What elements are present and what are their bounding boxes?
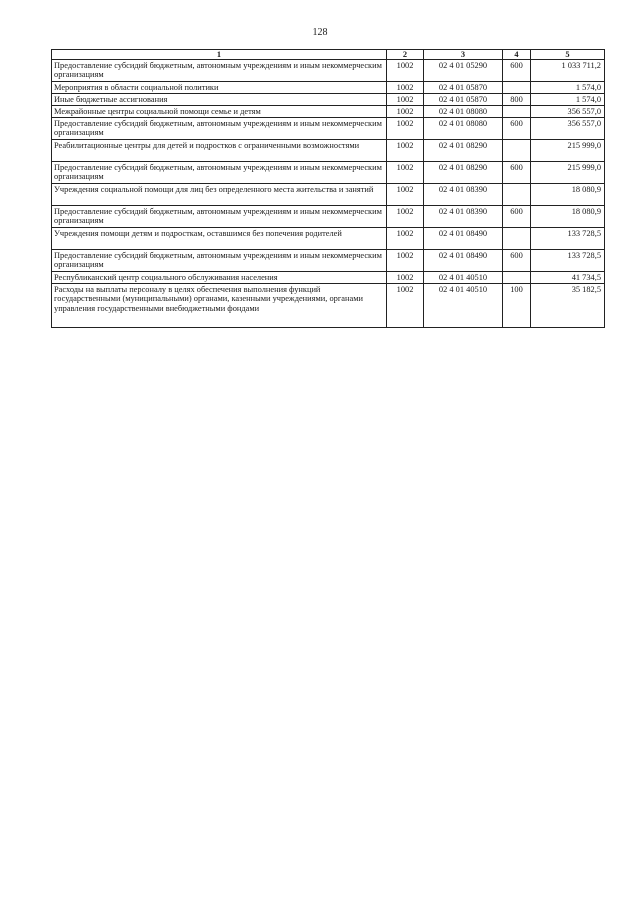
row-csr: 02 4 01 05290 (424, 60, 503, 82)
row-section: 1002 (387, 118, 424, 140)
row-csr: 02 4 01 40510 (424, 272, 503, 284)
row-csr: 02 4 01 05870 (424, 82, 503, 94)
row-sum: 1 574,0 (531, 82, 605, 94)
row-name: Межрайонные центры социальной помощи семье и детям (52, 106, 387, 118)
row-section: 1002 (387, 250, 424, 272)
row-vr (503, 184, 531, 206)
row-vr: 600 (503, 250, 531, 272)
row-name: Предоставление субсидий бюджетным, автономным учреждениям и иным некоммерческим организациям (52, 162, 387, 184)
row-sum: 1 033 711,2 (531, 60, 605, 82)
row-sum: 215 999,0 (531, 162, 605, 184)
row-csr: 02 4 01 08080 (424, 106, 503, 118)
row-vr: 600 (503, 162, 531, 184)
header-col-section: 2 (387, 50, 424, 60)
row-section: 1002 (387, 284, 424, 328)
row-vr: 600 (503, 118, 531, 140)
row-section: 1002 (387, 184, 424, 206)
row-name: Учреждения социальной помощи для лиц без определенного места жительства и занятий (52, 184, 387, 206)
row-name: Иные бюджетные ассигнования (52, 94, 387, 106)
row-name: Предоставление субсидий бюджетным, автономным учреждениям и иным некоммерческим организациям (52, 250, 387, 272)
row-sum: 18 080,9 (531, 206, 605, 228)
table-row (52, 184, 605, 206)
table-row (52, 162, 605, 184)
row-sum: 35 182,5 (531, 284, 605, 328)
table-row (52, 82, 605, 94)
table-row (52, 250, 605, 272)
table-row (52, 118, 605, 140)
table-row (52, 94, 605, 106)
budget-table (51, 49, 605, 328)
row-csr: 02 4 01 05870 (424, 94, 503, 106)
row-csr: 02 4 01 08490 (424, 228, 503, 250)
row-vr (503, 272, 531, 284)
row-vr (503, 228, 531, 250)
row-sum: 41 734,5 (531, 272, 605, 284)
row-section: 1002 (387, 140, 424, 162)
table-row (52, 284, 605, 328)
row-vr: 100 (503, 284, 531, 328)
row-csr: 02 4 01 08080 (424, 118, 503, 140)
table-row (52, 272, 605, 284)
row-csr: 02 4 01 08290 (424, 162, 503, 184)
row-vr (503, 140, 531, 162)
table-row (52, 228, 605, 250)
table-row (52, 206, 605, 228)
header-col-vr: 4 (503, 50, 531, 60)
row-section: 1002 (387, 228, 424, 250)
row-sum: 215 999,0 (531, 140, 605, 162)
row-name: Республиканский центр социального обслуживания населения (52, 272, 387, 284)
page-number: 128 (312, 27, 328, 38)
header-row (52, 50, 605, 60)
row-name: Реабилитационные центры для детей и подростков с ограниченными возможностями (52, 140, 387, 162)
row-vr: 600 (503, 206, 531, 228)
table-row (52, 106, 605, 118)
row-name: Расходы на выплаты персоналу в целях обеспечения выполнения функций государственными (муниципальными) органами, казенными учреждениями, органами управления государственными внебюджетными фондами (52, 284, 387, 328)
row-sum: 18 080,9 (531, 184, 605, 206)
header-col-name: 1 (52, 50, 387, 60)
row-sum: 133 728,5 (531, 228, 605, 250)
row-name: Предоставление субсидий бюджетным, автономным учреждениям и иным некоммерческим организациям (52, 206, 387, 228)
row-vr (503, 82, 531, 94)
header-col-sum: 5 (531, 50, 605, 60)
row-section: 1002 (387, 206, 424, 228)
row-vr: 600 (503, 60, 531, 82)
table-row (52, 140, 605, 162)
row-csr: 02 4 01 40510 (424, 284, 503, 328)
row-section: 1002 (387, 106, 424, 118)
row-csr: 02 4 01 08390 (424, 184, 503, 206)
row-name: Мероприятия в области социальной политики (52, 82, 387, 94)
row-name: Предоставление субсидий бюджетным, автономным учреждениям и иным некоммерческим организациям (52, 60, 387, 82)
row-csr: 02 4 01 08490 (424, 250, 503, 272)
row-section: 1002 (387, 94, 424, 106)
header-col-csr: 3 (424, 50, 503, 60)
row-csr: 02 4 01 08390 (424, 206, 503, 228)
row-section: 1002 (387, 82, 424, 94)
row-section: 1002 (387, 272, 424, 284)
row-sum: 133 728,5 (531, 250, 605, 272)
row-csr: 02 4 01 08290 (424, 140, 503, 162)
row-sum: 356 557,0 (531, 118, 605, 140)
row-name: Предоставление субсидий бюджетным, автономным учреждениям и иным некоммерческим организациям (52, 118, 387, 140)
row-section: 1002 (387, 60, 424, 82)
row-sum: 1 574,0 (531, 94, 605, 106)
row-section: 1002 (387, 162, 424, 184)
row-vr: 800 (503, 94, 531, 106)
row-sum: 356 557,0 (531, 106, 605, 118)
table-row (52, 60, 605, 82)
row-name: Учреждения помощи детям и подросткам, оставшимся без попечения родителей (52, 228, 387, 250)
row-vr (503, 106, 531, 118)
